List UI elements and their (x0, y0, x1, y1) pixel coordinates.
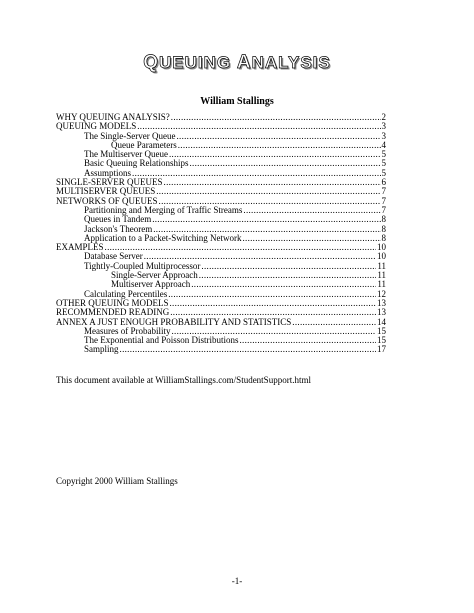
toc-entry-page: 10 (377, 242, 386, 253)
toc-entry-label: Measures of Probability (84, 325, 171, 336)
title-initial-q: Q (143, 52, 160, 73)
toc-entry-page: 8 (381, 232, 386, 243)
toc-entry-label: SINGLE-SERVER QUEUES (56, 177, 163, 188)
toc-dot-leader (120, 345, 376, 354)
toc-dot-leader (164, 178, 381, 187)
toc-entry-label: The Multiserver Queue (84, 149, 168, 160)
toc-entry-page: 11 (377, 260, 386, 271)
toc-dot-leader (168, 290, 376, 299)
toc-entry-page: 5 (381, 149, 386, 160)
toc-dot-leader (178, 141, 381, 150)
toc-entry-page: 15 (377, 325, 386, 336)
toc-entry-label: Database Server (84, 251, 143, 262)
toc-entry-page: 5 (381, 158, 386, 169)
toc-entry-label: MULTISERVER QUEUES (56, 186, 156, 197)
toc-entry-page: 2 (381, 112, 386, 122)
toc-entry-page: 13 (377, 307, 386, 318)
toc-entry-page: 6 (381, 177, 386, 188)
toc-entry-page: 8 (381, 214, 386, 225)
toc-dot-leader (242, 234, 380, 243)
toc-dot-leader (176, 132, 380, 141)
toc-entry-label: OTHER QUEUING MODELS (56, 297, 169, 308)
toc-dot-leader (152, 215, 380, 224)
toc-dot-leader (171, 113, 381, 122)
toc-entry-page: 10 (377, 251, 386, 262)
toc-entry (56, 234, 386, 243)
title-initial-a: A (236, 52, 252, 73)
toc-entry-page: 3 (381, 121, 386, 132)
toc-dot-leader (199, 271, 377, 280)
toc-entry (56, 345, 386, 354)
toc-dot-leader (190, 159, 381, 168)
toc-entry-label: ANNEX A JUST ENOUGH PROBABILITY AND STATISTICS (56, 316, 292, 327)
toc-entry-page: 8 (381, 223, 386, 234)
toc-entry-page: 11 (377, 279, 386, 290)
toc-entry-page: 4 (381, 139, 386, 150)
toc-entry-page: 13 (377, 297, 386, 308)
toc-dot-leader (240, 336, 377, 345)
toc-dot-leader (292, 318, 376, 327)
copyright-notice: Copyright 2000 William Stallings (56, 476, 178, 486)
toc-entry-label: EXAMPLES (56, 242, 104, 253)
toc-entry-label: Sampling (84, 344, 119, 355)
toc-entry (56, 262, 386, 271)
title-rest-nalysis: NALYSIS (251, 53, 331, 72)
title-rest-ueuing: UEUING (159, 53, 232, 72)
toc-entry-page: 3 (381, 130, 386, 141)
toc-entry-label: Assumptions (84, 167, 132, 178)
toc-entry-label: RECOMMENDED READING (56, 307, 170, 318)
toc-entry-page: 7 (381, 186, 386, 197)
toc-dot-leader (201, 262, 376, 271)
toc-entry-label: WHY QUEUING ANALYSIS? (56, 112, 170, 122)
toc-entry (56, 132, 386, 141)
toc-entry-label: QUEUING MODELS (56, 121, 137, 132)
toc-dot-leader (156, 187, 380, 196)
toc-entry-label: The Single-Server Queue (84, 130, 176, 141)
toc-dot-leader (105, 243, 376, 252)
toc-dot-leader (243, 206, 380, 215)
toc-entry-page: 15 (377, 335, 386, 346)
toc-entry-label: Partitioning and Merging of Traffic Streams (84, 204, 243, 215)
toc-entry-label: Application to a Packet-Switching Network (84, 232, 242, 243)
toc-entry-label: Calculating Percentiles (84, 288, 168, 299)
toc-entry (56, 271, 386, 280)
availability-note: This document available at WilliamStallings.com/StudentSupport.html (56, 375, 311, 385)
toc-entry-page: 17 (377, 344, 386, 355)
toc-entry-label: Single-Server Approach (111, 270, 198, 281)
toc-entry-page: 7 (381, 204, 386, 215)
toc-entry-page: 5 (381, 167, 386, 178)
toc-entry-page: 12 (377, 288, 386, 299)
toc-entry-label: Tightly-Coupled Multiprocessor (84, 260, 201, 271)
toc-entry-label: NETWORKS OF QUEUES (56, 195, 158, 206)
toc-entry-label: Queue Parameters (111, 139, 177, 150)
toc-dot-leader (132, 169, 380, 178)
toc-dot-leader (191, 280, 376, 289)
document-title (0, 52, 474, 74)
toc-dot-leader (169, 150, 381, 159)
toc-entry-page: 7 (381, 195, 386, 206)
toc-entry-label: Multiserver Approach (111, 279, 191, 290)
author-name: William Stallings (200, 96, 274, 107)
page-number: -1- (231, 576, 243, 586)
toc-entry-label: Queues in Tandem (84, 214, 152, 225)
toc-entry-label: The Exponential and Poisson Distributions (84, 335, 239, 346)
toc-dot-leader (170, 299, 377, 308)
toc-entry-page: 14 (377, 316, 386, 327)
toc-entry-page: 11 (377, 270, 386, 281)
toc-entry-label: Basic Queuing Relationships (84, 158, 189, 169)
toc-entry-label: Jackson's Theorem (84, 223, 153, 234)
table-of-contents (56, 113, 386, 355)
